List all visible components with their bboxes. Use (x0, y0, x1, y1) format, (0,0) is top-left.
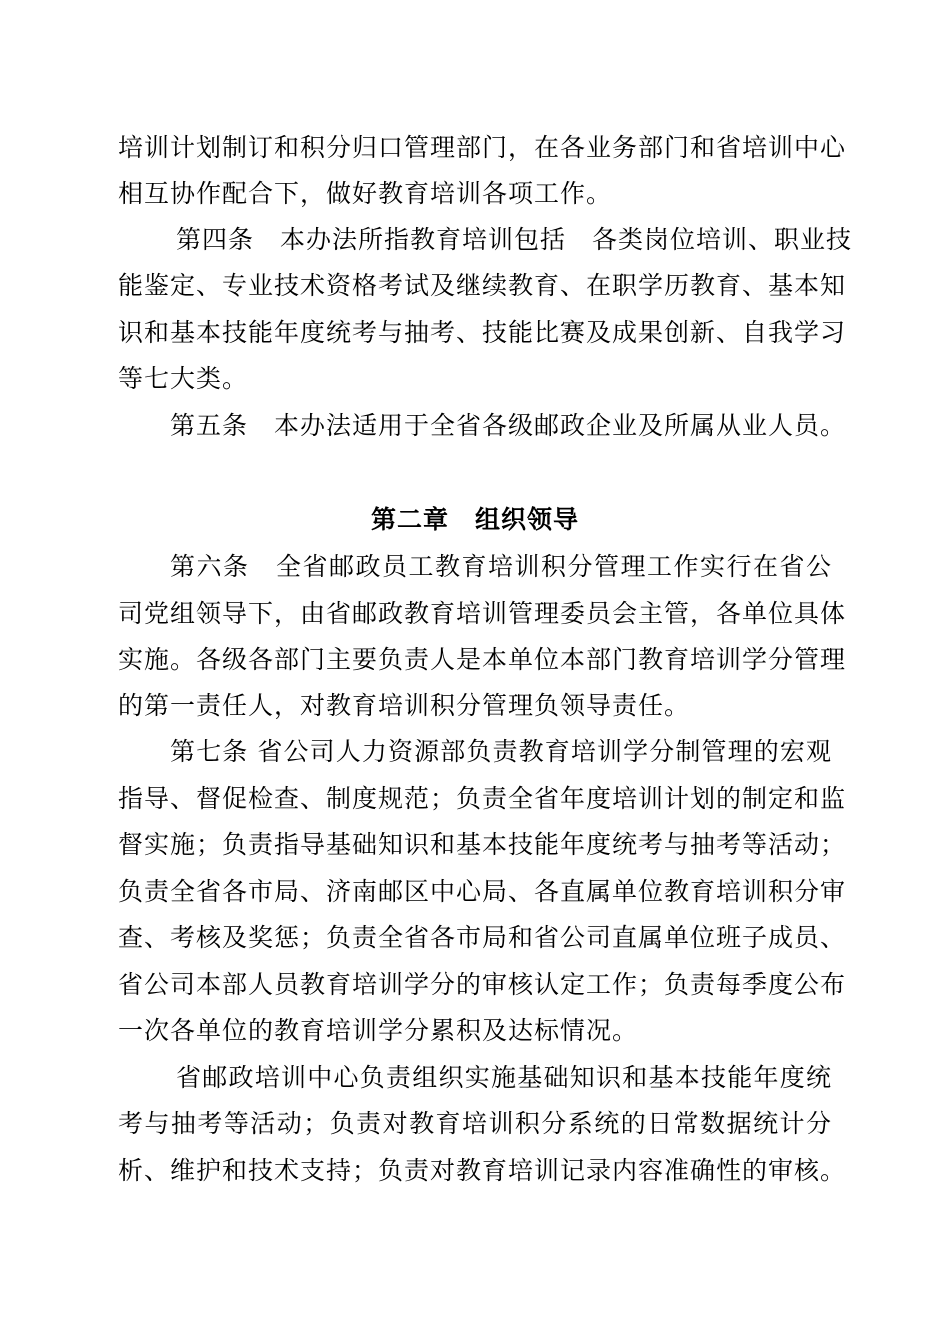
paragraph-line: 的第一责任人，对教育培训积分管理负领导责任。 (118, 691, 691, 720)
training-center-line: 省邮政培训中心负责组织实施基础知识和基本技能年度统 (176, 1063, 832, 1092)
paragraph-line: 指导、督促检查、制度规范；负责全省年度培训计划的制定和监 (118, 784, 847, 813)
paragraph-line: 析、维护和技术支持；负责对教育培训记录内容准确性的审核。 (118, 1156, 847, 1185)
paragraph-line: 考与抽考等活动；负责对教育培训积分系统的日常数据统计分 (118, 1109, 832, 1138)
paragraph-line: 司党组领导下，由省邮政教育培训管理委员会主管，各单位具体 (118, 599, 847, 628)
article-4-line: 第四条 本办法所指教育培训包括 各类岗位培训、职业技 (176, 225, 853, 254)
paragraph-line: 督实施；负责指导基础知识和基本技能年度统考与抽考等活动； (118, 830, 847, 859)
paragraph-line: 省公司本部人员教育培训学分的审核认定工作；负责每季度公布 (118, 970, 847, 999)
chapter-heading: 第二章 组织领导 (370, 505, 579, 534)
paragraph-line: 查、考核及奖惩；负责全省各市局和省公司直属单位班子成员、 (118, 923, 847, 952)
paragraph-line: 实施。各级各部门主要负责人是本单位本部门教育培训学分管理 (118, 645, 847, 674)
paragraph-line: 能鉴定、专业技术资格考试及继续教育、在职学历教育、基本知 (118, 271, 847, 300)
article-6-line: 第六条 全省邮政员工教育培训积分管理工作实行在省公 (170, 552, 832, 581)
paragraph-line: 等七大类。 (118, 364, 249, 393)
paragraph-line: 识和基本技能年度统考与抽考、技能比赛及成果创新、自我学习 (118, 318, 847, 347)
paragraph-line: 培训计划制订和积分归口管理部门，在各业务部门和省培训中心 (118, 133, 847, 162)
article-7-line: 第七条 省公司人力资源部负责教育培训学分制管理的宏观 (170, 737, 832, 766)
paragraph-line: 负责全省各市局、济南邮区中心局、各直属单位教育培训积分审 (118, 877, 847, 906)
paragraph-line: 相互协作配合下，做好教育培训各项工作。 (118, 179, 613, 208)
article-5-line: 第五条 本办法适用于全省各级邮政企业及所属从业人员。 (170, 411, 847, 440)
paragraph-line: 一次各单位的教育培训学分累积及达标情况。 (118, 1016, 639, 1045)
